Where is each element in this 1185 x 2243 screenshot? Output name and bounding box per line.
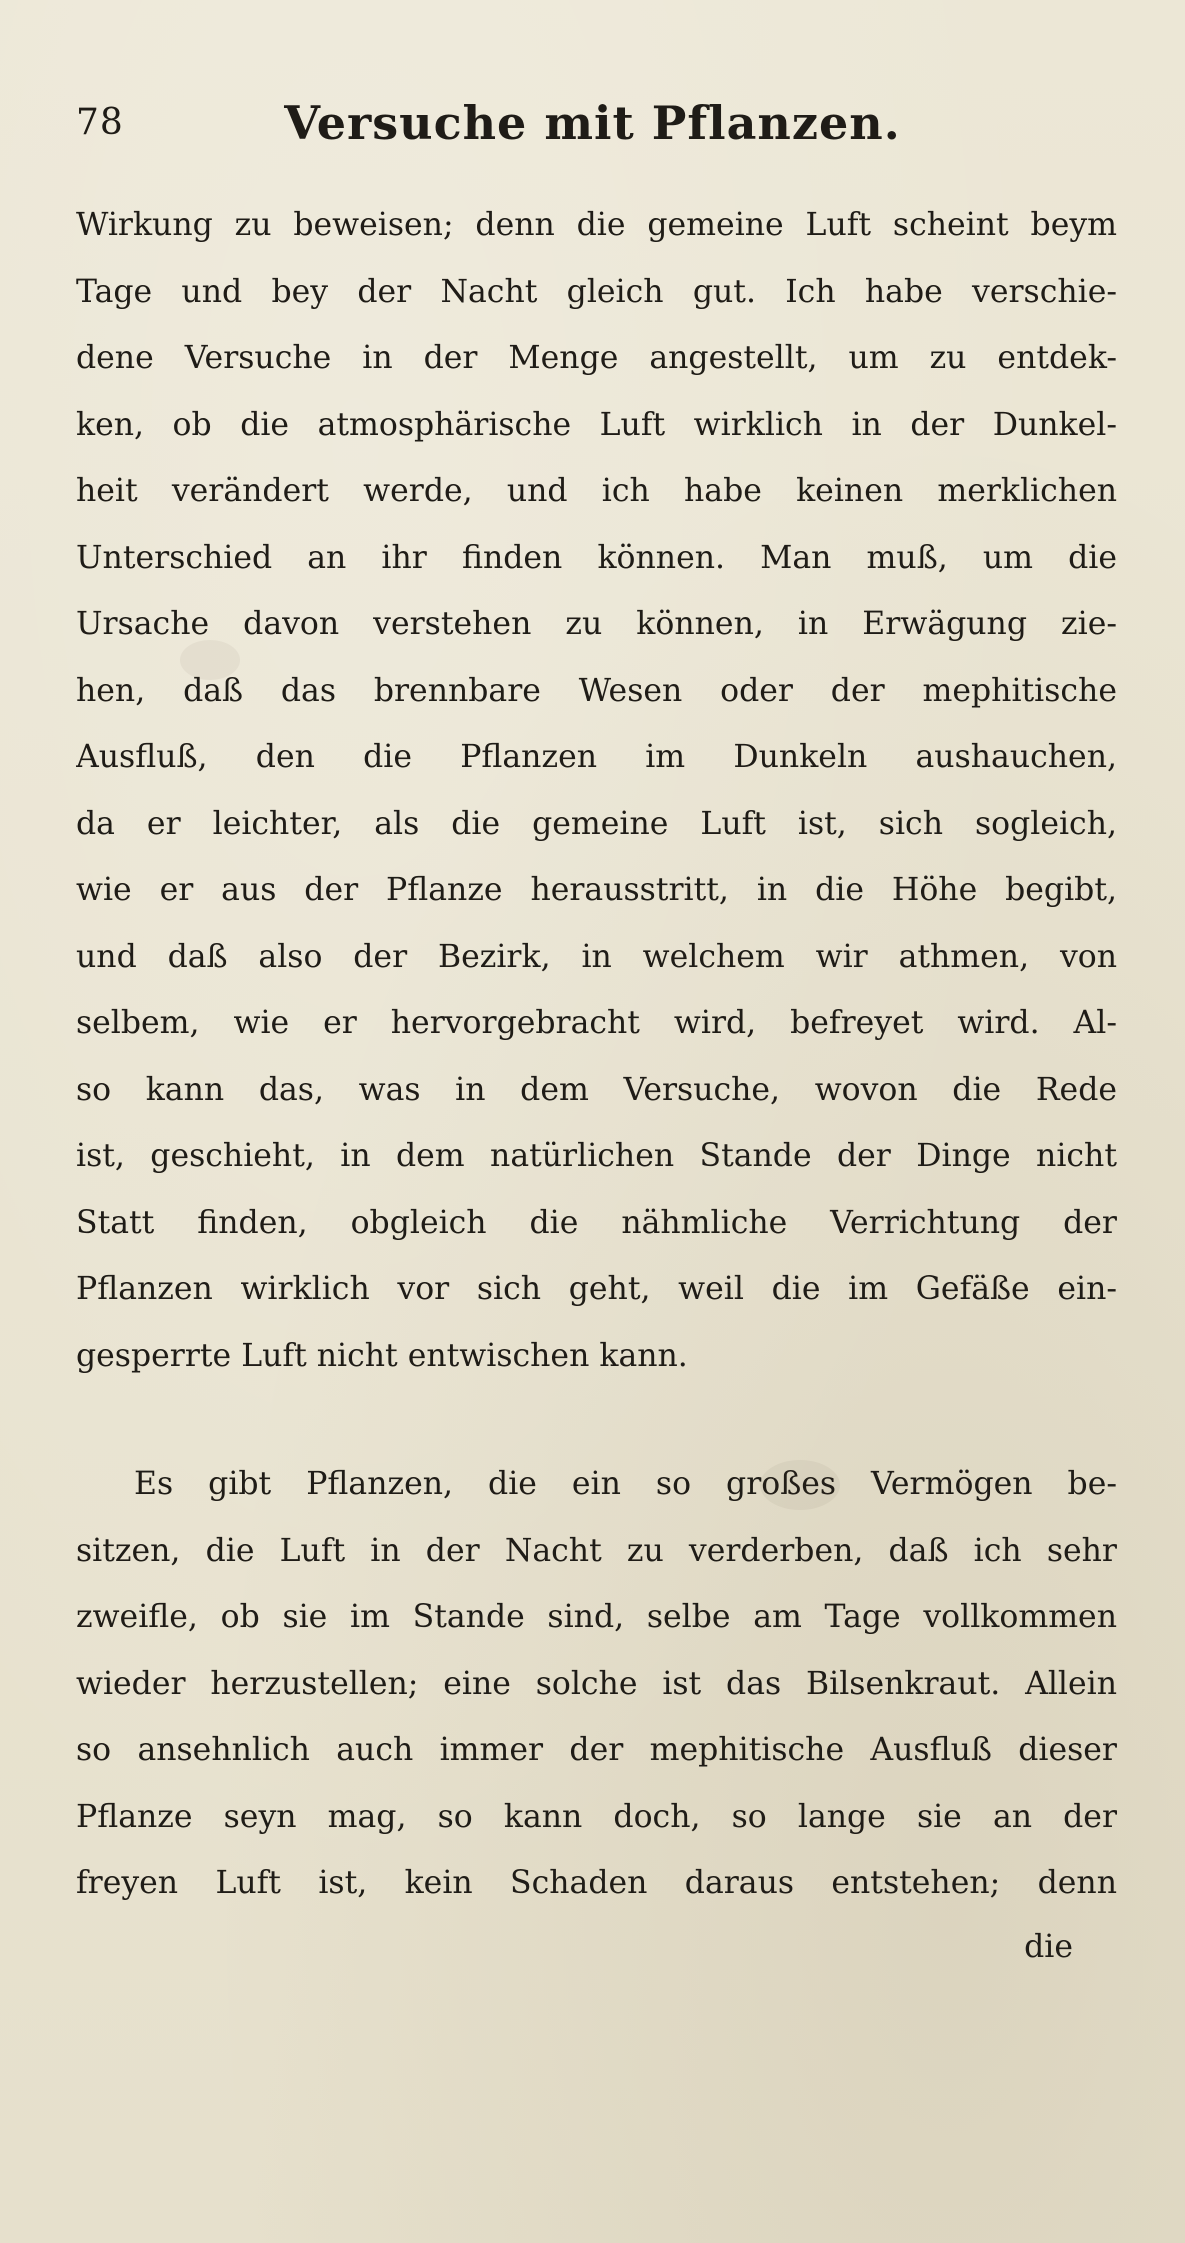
running-head	[62, 92, 1123, 154]
text-line: sitzen, die Luft in der Nacht zu verderben, daß ich sehr	[76, 1532, 1117, 1569]
text-line: heit verändert werde, und ich habe keinen merklichen	[76, 473, 1117, 509]
text-line: wie er aus der Pflanze herausstritt, in die Höhe begibt,	[76, 872, 1117, 908]
page-number: 78	[76, 102, 124, 143]
text-line: gesperrte Luft nicht entwischen kann.	[76, 1337, 688, 1374]
text-line: Pflanze seyn mag, so kann doch, so lange sie an der	[76, 1798, 1117, 1835]
text-line: selbem, wie er hervorgebracht wird, befreyet wird. Al-	[76, 1005, 1117, 1041]
text-line: Tage und bey der Nacht gleich gut. Ich habe verschie-	[76, 273, 1117, 310]
text-line: hen, daß das brennbare Wesen oder der mephitische	[76, 672, 1117, 709]
paragraph-gap	[76, 1389, 1117, 1451]
page-title: Versuche mit Pflanzen.	[284, 96, 901, 150]
text-line: und daß also der Bezirk, in welchem wir athmen, von	[76, 938, 1117, 975]
text-line: Unterschied an ihr finden können. Man muß, um die	[76, 539, 1117, 576]
text-line: so kann das, was in dem Versuche, wovon die Rede	[76, 1071, 1117, 1108]
text-line: wieder herzustellen; eine solche ist das Bilsenkraut. Allein	[76, 1665, 1117, 1702]
text-line: dene Versuche in der Menge angestellt, um zu entdek-	[76, 340, 1117, 376]
text-line: Es gibt Pflanzen, die ein so großes Vermögen be-	[134, 1466, 1117, 1502]
text-line: so ansehnlich auch immer der mephitische Ausfluß dieser	[76, 1732, 1117, 1768]
text-line: Statt finden, obgleich die nähmliche Verrichtung der	[76, 1204, 1117, 1241]
text-line: Pflanzen wirklich vor sich geht, weil die im Gefäße ein-	[76, 1271, 1117, 1307]
text-line: zweifle, ob sie im Stande sind, selbe am Tage vollkommen	[76, 1599, 1117, 1635]
catchword: die	[1024, 1928, 1073, 1965]
text-line: da er leichter, als die gemeine Luft ist, sich sogleich,	[76, 805, 1117, 842]
text-line: Ausfluß, den die Pflanzen im Dunkeln aushauchen,	[76, 739, 1117, 775]
paragraph-2	[76, 1451, 1117, 1917]
paper-stain	[180, 640, 240, 680]
body-text	[76, 192, 1117, 1977]
text-line: ken, ob die atmosphärische Luft wirklich in der Dunkel-	[76, 406, 1117, 443]
paper-stain	[760, 1460, 840, 1510]
paragraph-1	[76, 192, 1117, 1389]
text-line: Ursache davon verstehen zu können, in Erwägung zie-	[76, 606, 1117, 642]
text-line: Wirkung zu beweisen; denn die gemeine Luft scheint beym	[76, 207, 1117, 243]
text-line: freyen Luft ist, kein Schaden daraus entstehen; denn	[76, 1865, 1117, 1901]
text-line: ist, geschieht, in dem natürlichen Stande der Dinge nicht	[76, 1138, 1117, 1174]
